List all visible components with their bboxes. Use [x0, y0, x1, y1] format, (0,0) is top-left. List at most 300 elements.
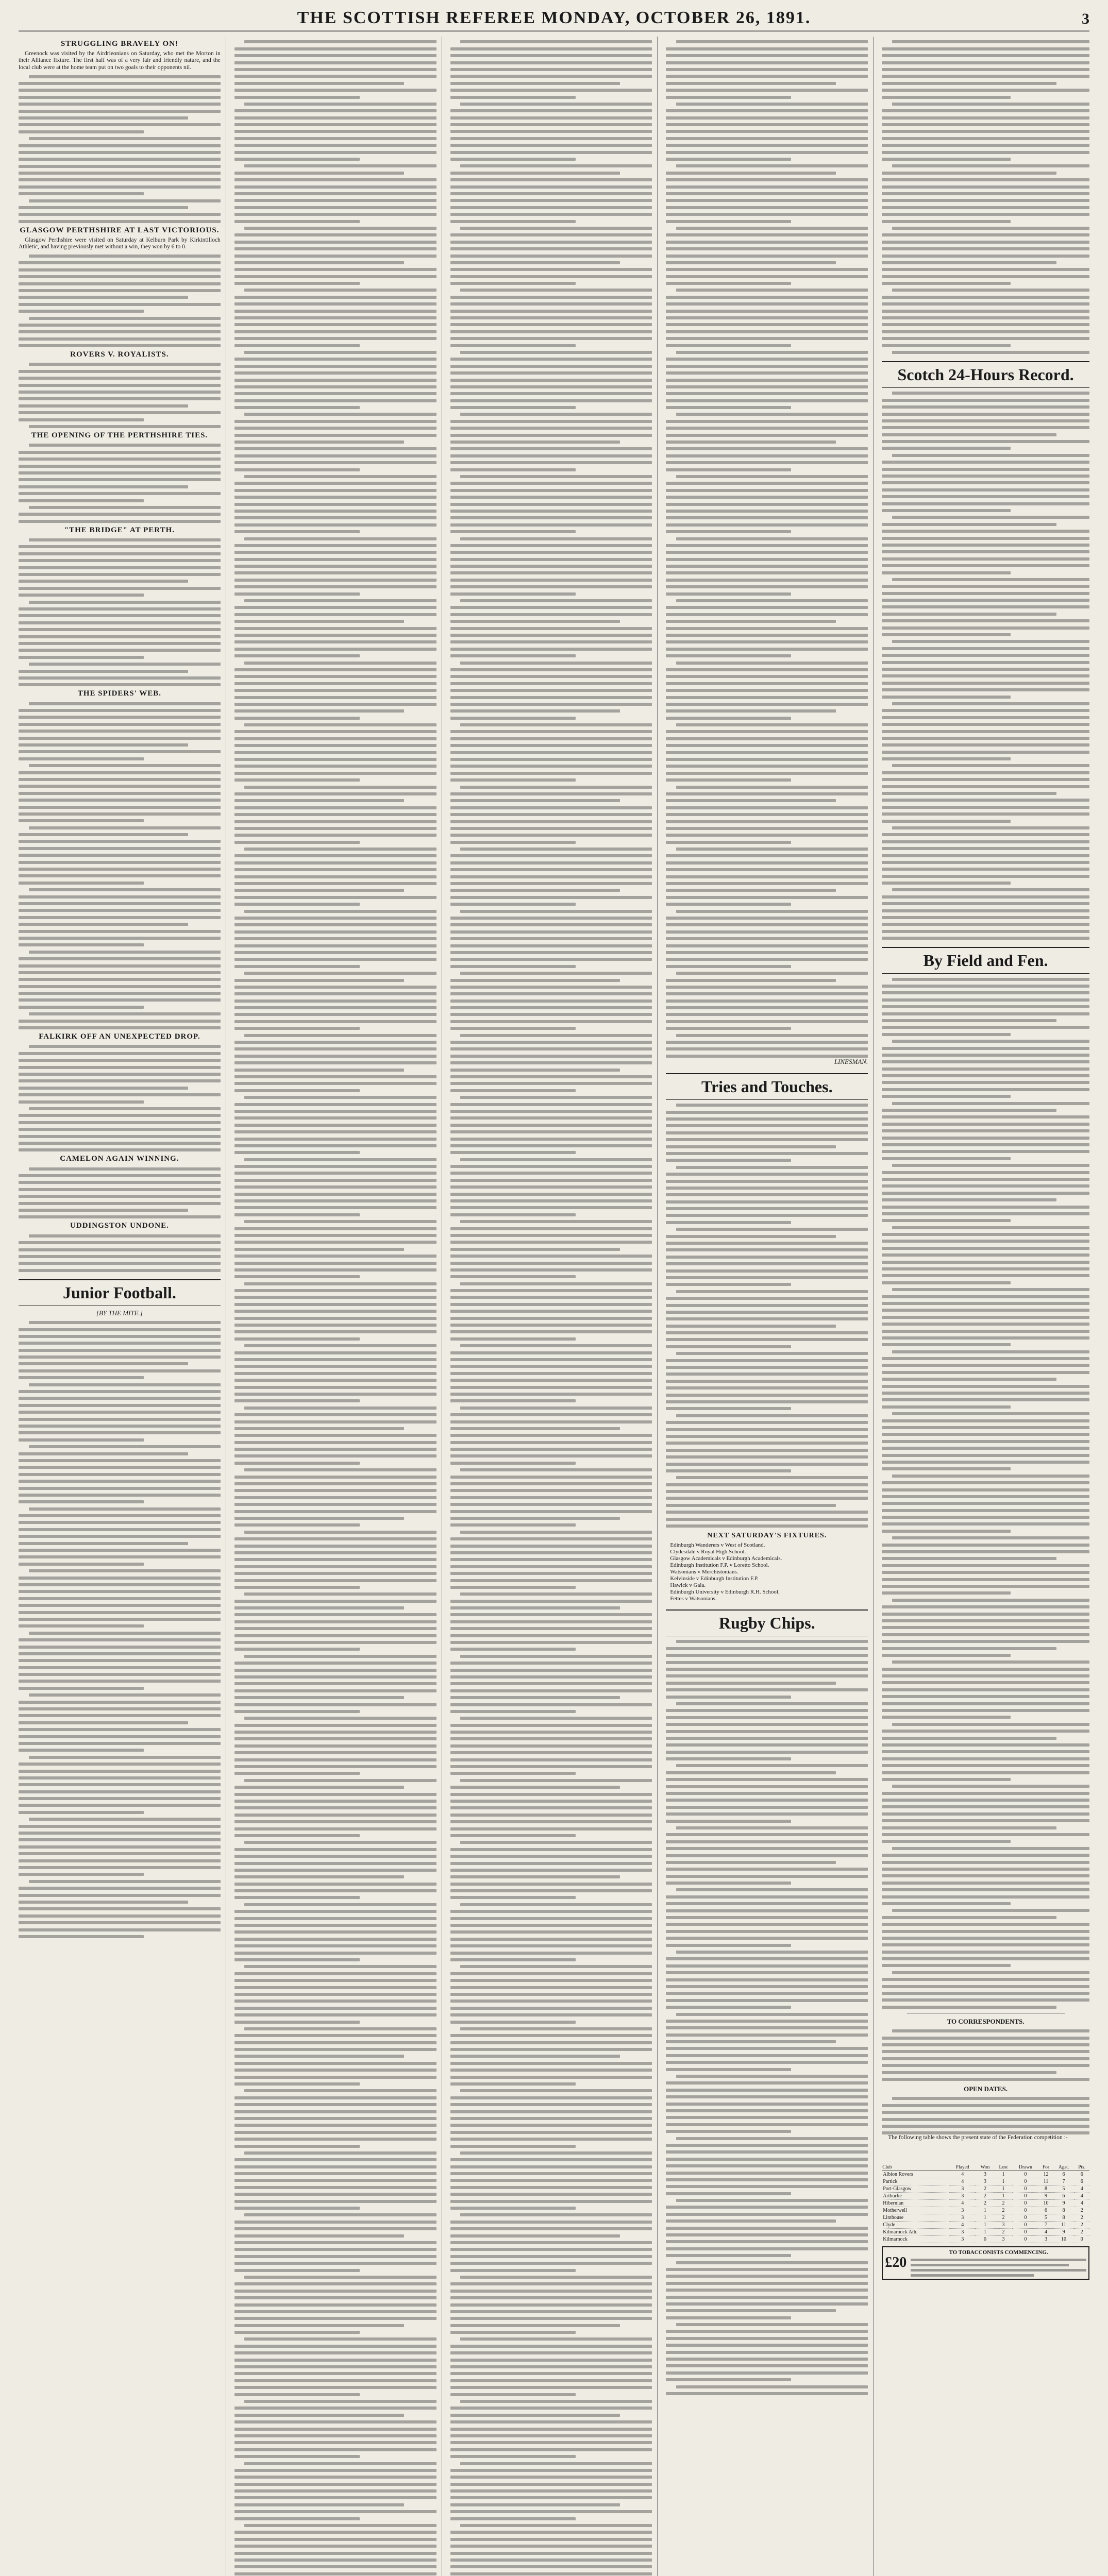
text-line: [892, 1599, 1089, 1602]
text-line: [450, 903, 576, 906]
text-line: [882, 461, 1089, 464]
text-line: [234, 496, 437, 499]
text-line: [450, 813, 652, 816]
text-line: [234, 1800, 437, 1803]
text-line: [234, 1255, 437, 1258]
text-line: [450, 799, 620, 802]
text-line: [666, 1497, 868, 1500]
table-cell: 10: [1053, 2235, 1074, 2243]
text-line: [450, 2420, 652, 2424]
text-line: [234, 585, 437, 588]
table-cell: 1: [995, 2178, 1013, 2185]
text-line: [234, 730, 437, 733]
text-line: [666, 420, 868, 423]
text-line: [882, 1012, 1089, 1015]
text-line: [666, 965, 791, 968]
text-line: [19, 1376, 144, 1379]
text-line: [450, 109, 652, 112]
article-heading: ROVERS V. ROYALISTS.: [70, 350, 169, 359]
text-line: [234, 2565, 437, 2568]
text-line: [892, 2097, 1089, 2100]
text-line: [882, 330, 1089, 333]
text-line: [666, 2123, 868, 2126]
text-line: [450, 1620, 652, 1623]
text-line: [234, 1786, 404, 1789]
text-line: [19, 792, 221, 795]
text-line: [450, 558, 652, 561]
text-line: [234, 1627, 437, 1630]
text-line: [19, 1390, 221, 1393]
text-block: [19, 1167, 221, 1219]
text-line: [19, 545, 221, 548]
text-line: [450, 820, 652, 823]
text-line: [19, 1487, 221, 1490]
text-line: [19, 268, 221, 272]
text-line: [244, 848, 436, 851]
text-line: [29, 506, 221, 509]
text-line: [234, 923, 437, 926]
table-row: [882, 2207, 1089, 2214]
text-line: [19, 1079, 221, 1082]
text-line: [450, 2241, 652, 2244]
text-line: [882, 1433, 1089, 1436]
text-line: [234, 1600, 437, 1603]
text-line: [666, 1159, 791, 1162]
text-line: [882, 158, 1011, 161]
text-line: [19, 812, 221, 816]
text-block: [19, 702, 221, 1029]
text-line: [234, 709, 404, 713]
text-line: [666, 261, 835, 264]
text-line: [234, 1551, 437, 1554]
text-line: [450, 1917, 652, 1920]
text-line: [666, 185, 868, 189]
text-line: [19, 833, 188, 836]
text-line: [460, 1592, 652, 1596]
text-line: [19, 82, 221, 85]
text-line: [19, 580, 188, 583]
text-line: [19, 750, 221, 753]
text-line: [666, 861, 868, 865]
text-line: [666, 1778, 868, 1781]
text-line: [882, 626, 1089, 630]
text-line: [666, 330, 868, 333]
fixtures-list: [666, 1542, 868, 1602]
text-line: [234, 696, 437, 699]
text-line: [450, 510, 652, 513]
text-line: [19, 1438, 144, 1442]
text-line: [234, 178, 437, 181]
text-line: [450, 1275, 576, 1278]
table-row: [882, 2235, 1089, 2243]
text-line: [460, 2213, 652, 2216]
text-line: [666, 1180, 868, 1183]
text-line: [666, 751, 868, 754]
text-line: [676, 1034, 868, 1037]
text-line: [19, 683, 221, 686]
text-line: [882, 1088, 1089, 1091]
text-line: [19, 1638, 221, 1641]
text-line: [666, 1400, 868, 1403]
text-line: [450, 1193, 652, 1196]
text-line: [666, 758, 868, 761]
text-line: [19, 451, 221, 454]
text-line: [450, 68, 652, 71]
text-line: [29, 363, 221, 366]
text-line: [450, 1586, 576, 1589]
text-line: [882, 1343, 1011, 1346]
section-heading-junior-football: Junior Football.: [19, 1279, 221, 1306]
table-cell: 2: [995, 2214, 1013, 2221]
text-line: [882, 1854, 1089, 1857]
text-line: [882, 1868, 1089, 1871]
text-line: [19, 902, 221, 905]
text-line: [882, 1233, 1089, 1236]
text-line: [450, 427, 652, 430]
text-line: [19, 1255, 221, 1258]
text-line: [234, 440, 404, 444]
text-line: [19, 310, 144, 313]
text-line: [666, 1145, 835, 1148]
text-line: [666, 1902, 868, 1905]
text-line: [892, 1350, 1089, 1353]
text-line: [666, 1743, 868, 1747]
table-cell: Albion Rovers: [882, 2171, 949, 2178]
text-line: [234, 2021, 360, 2024]
text-line: [234, 2296, 437, 2299]
text-line: [234, 744, 437, 747]
text-line: [234, 1454, 437, 1458]
text-line: [19, 1873, 144, 1876]
table-cell: 1: [995, 2185, 1013, 2192]
text-line: [666, 1978, 868, 1981]
text-line: [666, 1483, 868, 1486]
text-line: [234, 1848, 437, 1851]
text-line: [19, 123, 221, 126]
text-line: [666, 1283, 791, 1286]
text-line: [234, 1820, 437, 1823]
text-line: [450, 1579, 652, 1582]
text-line: [19, 1728, 221, 1731]
text-line: [892, 1723, 1089, 1726]
text-line: [234, 2110, 437, 2113]
text-line: [234, 61, 437, 64]
text-line: [234, 806, 437, 809]
text-line: [19, 478, 221, 481]
table-cell: 4: [1075, 2185, 1089, 2192]
text-line: [450, 2248, 652, 2251]
text-line: [19, 1804, 221, 1807]
text-line: [882, 1957, 1089, 1960]
text-line: [19, 337, 221, 341]
text-line: [19, 172, 221, 175]
text-line: [882, 54, 1089, 57]
text-line: [234, 1993, 437, 1996]
text-line: [882, 633, 1011, 636]
text-line: [244, 2462, 436, 2465]
text-line: [19, 607, 221, 611]
text-line: [450, 1268, 652, 1272]
text-line: [234, 365, 437, 368]
text-line: [244, 413, 436, 416]
text-line: [450, 1165, 652, 1168]
text-line: [666, 516, 868, 519]
text-line: [19, 1114, 221, 1117]
text-line: [666, 1861, 835, 1864]
table-cell: 4: [949, 2178, 976, 2185]
text-line: [29, 601, 221, 604]
text-line: [450, 1213, 576, 1216]
text-line: [19, 457, 221, 461]
text-line: [666, 717, 791, 720]
text-block: [882, 392, 1089, 940]
text-line: [450, 385, 652, 388]
text-line: [666, 834, 868, 837]
text-line: [19, 411, 221, 414]
text-line: [666, 979, 835, 982]
text-line: [234, 965, 360, 968]
text-line: [244, 1158, 436, 1161]
text-line: [882, 1488, 1089, 1492]
text-line: [892, 1971, 1089, 1974]
text-line: [450, 696, 652, 699]
table-cell: 9: [1039, 2192, 1053, 2199]
text-line: [450, 2234, 620, 2238]
text-line: [666, 371, 868, 375]
text-line: [666, 620, 835, 623]
text-line: [676, 1352, 868, 1355]
table-cell: Clyde: [882, 2221, 949, 2228]
text-line: [882, 474, 1089, 478]
text-line: [19, 868, 221, 871]
text-line: [666, 137, 868, 140]
text-line: [450, 192, 652, 195]
text-line: [666, 648, 868, 651]
text-line: [882, 275, 1089, 278]
text-line: [234, 1061, 437, 1064]
text-line: [666, 2089, 868, 2092]
table-caption: The following table shows the present state of the Federation competition :-: [888, 2134, 1068, 2141]
text-line: [666, 496, 868, 499]
text-line: [450, 1144, 652, 1147]
table-cell: 0: [1012, 2171, 1038, 2178]
text-line: [450, 640, 652, 643]
text-line: [234, 1503, 437, 1506]
text-line: [450, 2428, 652, 2431]
table-cell: 3: [949, 2207, 976, 2214]
text-line: [882, 172, 1056, 175]
text-line: [882, 1764, 1089, 1767]
text-line: [666, 1985, 868, 1988]
text-line: [882, 571, 1011, 574]
text-line: [666, 627, 868, 630]
text-line: [666, 1435, 868, 1438]
text-line: [450, 2406, 652, 2410]
text-line: [19, 103, 221, 106]
text-line: [882, 661, 1089, 664]
text-line: [666, 310, 868, 313]
section-heading-24-hours-record: Scotch 24-Hours Record.: [882, 361, 1089, 388]
text-line: [19, 552, 221, 555]
text-line: [234, 1517, 404, 1520]
text-line: [450, 358, 652, 361]
text-line: [234, 1448, 437, 1451]
text-line: [892, 1102, 1089, 1105]
text-line: [29, 1693, 221, 1697]
text-line: [19, 1248, 221, 1251]
text-block: [19, 75, 221, 223]
text-line: [882, 68, 1089, 71]
text-line: [882, 1206, 1089, 1209]
text-line: [892, 702, 1089, 705]
text-line: [19, 874, 221, 877]
text-line: [460, 2400, 652, 2403]
text-line: [882, 1985, 1089, 1988]
text-line: [450, 1365, 652, 1368]
text-line: [234, 2476, 437, 2479]
text-line: [882, 930, 1089, 933]
text-line: [19, 573, 221, 576]
text-line: [450, 2503, 620, 2506]
table-cell: 1: [995, 2171, 1013, 2178]
text-line: [666, 434, 868, 437]
text-line: [19, 261, 221, 264]
text-line: [882, 1674, 1089, 1677]
text-line: [666, 2130, 791, 2133]
text-line: [882, 192, 1089, 195]
text-line: [234, 854, 437, 857]
text-line: [234, 1399, 360, 1402]
text-line: [450, 440, 620, 444]
text-line: [450, 551, 652, 554]
text-line: [460, 662, 652, 665]
text-line: [666, 233, 868, 236]
text-line: [450, 1013, 652, 1016]
text-line: [666, 1317, 868, 1320]
text-line: [666, 447, 868, 450]
text-line: [19, 730, 221, 733]
text-line: [19, 1066, 221, 1069]
text-line: [676, 1888, 868, 1891]
text-line: [234, 606, 437, 609]
text-line: [234, 1393, 437, 1396]
text-line: [234, 2351, 437, 2354]
text-line: [450, 875, 652, 878]
text-line: [666, 116, 868, 120]
text-line: [882, 840, 1089, 843]
text-line: [29, 826, 221, 829]
text-line: [666, 951, 868, 954]
text-line: [450, 1944, 652, 1947]
text-line: [666, 296, 868, 299]
text-line: [892, 640, 1089, 643]
text-line: [450, 2393, 576, 2396]
byline: [BY THE MITE.]: [96, 1309, 143, 1317]
table-cell: 8: [1053, 2214, 1074, 2221]
text-line: [882, 751, 1089, 754]
text-line: [450, 806, 652, 809]
text-line: [882, 178, 1089, 181]
text-line: [450, 2476, 652, 2479]
text-line: [666, 1124, 868, 1127]
text-line: [234, 344, 360, 347]
column-3: [450, 37, 658, 2576]
text-line: [234, 1641, 437, 1644]
text-block: [882, 2029, 1089, 2081]
text-line: [666, 427, 868, 430]
text-line: [234, 889, 404, 892]
text-line: [882, 619, 1089, 622]
text-line: [666, 1882, 791, 1885]
text-line: [666, 385, 868, 388]
text-line: [234, 2428, 437, 2431]
text-line: [450, 1248, 620, 1251]
table-cell: 3: [949, 2235, 976, 2243]
fixture-item: Edinburgh Wanderers v West of Scotland.: [670, 1542, 765, 1549]
text-line: [450, 1337, 576, 1341]
text-line: [234, 185, 437, 189]
text-line: [460, 164, 652, 167]
text-line: [234, 1814, 437, 1817]
text-line: [234, 1724, 437, 1727]
text-line: [29, 1012, 221, 1015]
article-heading: CAMELON AGAIN WINNING.: [60, 1155, 179, 1163]
text-line: [234, 2503, 404, 2506]
text-line: [882, 1757, 1089, 1760]
text-line: [450, 275, 652, 278]
text-block: [19, 1234, 221, 1272]
text-line: [450, 1855, 652, 1858]
text-line: [19, 178, 221, 181]
text-line: [29, 75, 221, 78]
text-line: [29, 1445, 221, 1448]
text-line: [882, 1047, 1089, 1050]
text-line: [882, 1640, 1089, 1643]
text-line: [450, 1869, 652, 1872]
text-line: [882, 1916, 1056, 1919]
text-line: [450, 2538, 652, 2541]
text-line: [676, 2261, 868, 2264]
table-cell: 1: [976, 2228, 994, 2235]
table-cell: 0: [1012, 2214, 1038, 2221]
text-line: [450, 1551, 652, 1554]
text-line: [882, 213, 1089, 216]
text-line: [450, 709, 620, 713]
text-line: [882, 1143, 1089, 1146]
text-line: [234, 2262, 437, 2265]
text-line: [460, 1531, 652, 1534]
sub-heading-fixtures: NEXT SATURDAY'S FIXTURES.: [707, 1532, 827, 1540]
text-line: [882, 206, 1089, 209]
text-line: [29, 764, 221, 767]
text-line: [882, 868, 1089, 871]
text-line: [882, 1323, 1089, 1326]
text-line: [460, 599, 652, 602]
text-line: [450, 2262, 652, 2265]
text-line: [666, 2364, 868, 2367]
text-line: [666, 882, 868, 885]
text-line: [19, 1397, 221, 1400]
text-line: [450, 1234, 652, 1237]
text-line: [234, 206, 437, 209]
text-line: [450, 1924, 652, 1927]
article-heading: "THE BRIDGE" AT PERTH.: [64, 526, 175, 534]
text-line: [234, 1910, 437, 1913]
text-line: [234, 461, 437, 464]
table-cell: 4: [1075, 2199, 1089, 2207]
fixture-item: Kelvinside v Edinburgh Institution F.P.: [670, 1575, 759, 1582]
text-line: [450, 2365, 652, 2368]
